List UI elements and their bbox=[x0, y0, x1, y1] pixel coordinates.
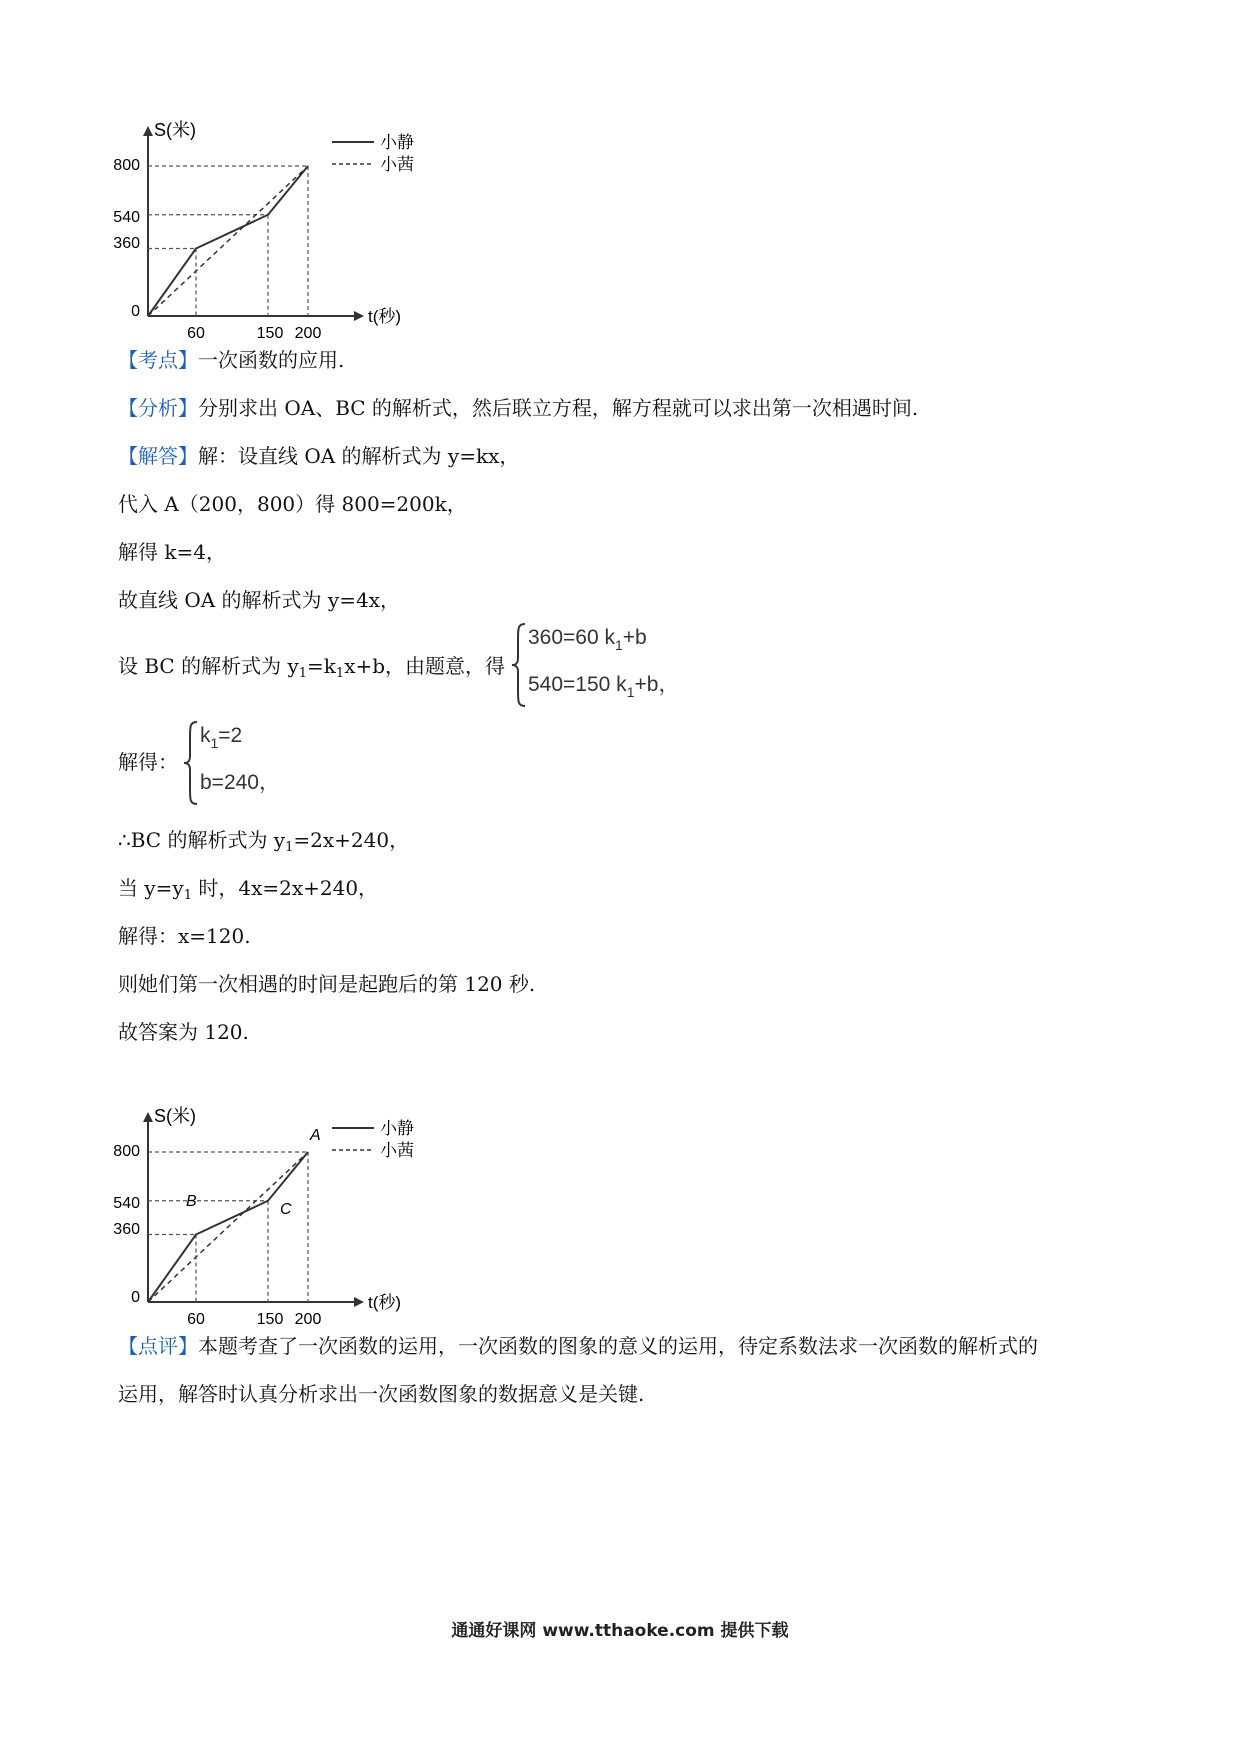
l4-sub: 1 bbox=[335, 666, 345, 681]
graph-2-svg bbox=[112, 1106, 492, 1356]
y-tick-540: 540 bbox=[113, 1195, 140, 1212]
eq-sub: 1 bbox=[615, 637, 623, 653]
y-axis-arrow bbox=[143, 126, 153, 136]
eq-part: +b bbox=[622, 626, 647, 649]
eq-part: +b bbox=[634, 673, 659, 696]
legend-dashed-label: 小茜 bbox=[380, 1141, 414, 1160]
y-tick-0: 0 bbox=[131, 303, 140, 320]
y-tick-800: 800 bbox=[113, 157, 140, 174]
legend-solid-label: 小静 bbox=[380, 1119, 414, 1138]
dianping-text-1: 本题考查了一次函数的运用，一次函数的图象的意义的运用，待定系数法求一次函数的解析式的 bbox=[198, 1334, 1038, 1358]
l7-part: 当 y=y bbox=[118, 876, 184, 900]
equation-system-1 bbox=[510, 620, 680, 710]
l6-part: =2x+240， bbox=[293, 828, 410, 852]
step-line-4 bbox=[118, 656, 505, 680]
step-line-9: 则她们第一次相遇的时间是起跑后的第 120 秒. bbox=[118, 972, 536, 996]
jieda-text: 解：设直线 OA 的解析式为 y=kx， bbox=[198, 444, 520, 468]
page-footer: 通通好课网 www.tthaoke.com 提供下载 bbox=[451, 1621, 789, 1641]
l4-part: x+b，由题意，得 bbox=[344, 654, 506, 678]
x-axis-arrow bbox=[354, 311, 364, 321]
x-tick-60: 60 bbox=[187, 325, 205, 342]
point-label-a: A bbox=[310, 1127, 321, 1144]
fenxi-line bbox=[118, 398, 918, 418]
eq-tail: ， bbox=[658, 673, 680, 696]
y-axis-title: S(米) bbox=[154, 1106, 196, 1126]
dianping-tag: 【点评】 bbox=[118, 1334, 198, 1358]
series-line-xiaoqian bbox=[148, 166, 308, 316]
legend-dashed-label: 小茜 bbox=[380, 155, 414, 174]
step-line-7 bbox=[118, 878, 378, 902]
step-line-10: 故答案为 120. bbox=[118, 1020, 249, 1044]
y-axis-arrow bbox=[143, 1112, 153, 1122]
x-tick-150: 150 bbox=[256, 325, 284, 342]
x-tick-150: 150 bbox=[256, 1311, 284, 1328]
y-tick-360: 360 bbox=[113, 1221, 140, 1238]
dianping-line-1 bbox=[118, 1336, 1038, 1356]
system-2-row-2 bbox=[200, 766, 280, 796]
l7-part: 时，4x=2x+240， bbox=[192, 876, 379, 900]
point-label-b: B bbox=[186, 1193, 197, 1210]
step-line-2: 解得 k=4， bbox=[118, 540, 226, 564]
y-tick-360: 360 bbox=[113, 235, 140, 252]
l4-sub: 1 bbox=[298, 666, 308, 681]
legend-solid-label: 小静 bbox=[380, 133, 414, 152]
x-tick-200: 200 bbox=[294, 325, 322, 342]
equation-system-2 bbox=[182, 718, 302, 808]
l6-part: ∴BC 的解析式为 y bbox=[118, 828, 286, 852]
x-axis-arrow bbox=[354, 1297, 364, 1307]
y-axis-title: S(米) bbox=[154, 120, 196, 140]
eq-sub: 1 bbox=[626, 684, 635, 700]
jieda-line bbox=[118, 446, 519, 466]
brace-icon bbox=[510, 620, 528, 710]
l6-sub: 1 bbox=[285, 840, 294, 855]
x-axis-title: t(秒) bbox=[368, 307, 402, 326]
series-line-xiaoqian bbox=[148, 1152, 308, 1302]
step-line-6 bbox=[118, 830, 409, 854]
eq-part: b=240 bbox=[200, 771, 259, 794]
l4-part: 设 BC 的解析式为 y bbox=[118, 654, 299, 678]
series-lines bbox=[148, 1152, 308, 1302]
eq-sub: 1 bbox=[210, 735, 219, 751]
kaodian-line bbox=[118, 350, 344, 370]
kaodian-tag: 【考点】 bbox=[118, 348, 198, 372]
system-1-row-2 bbox=[528, 668, 679, 700]
y-tick-800: 800 bbox=[113, 1143, 140, 1160]
x-tick-200: 200 bbox=[294, 1311, 322, 1328]
dianping-line-2: 运用，解答时认真分析求出一次函数图象的数据意义是关键. bbox=[118, 1382, 645, 1406]
jieda-tag: 【解答】 bbox=[118, 444, 198, 468]
x-tick-60: 60 bbox=[187, 1311, 205, 1328]
fenxi-text: 分别求出 OA、BC 的解析式，然后联立方程，解方程就可以求出第一次相遇时间. bbox=[198, 396, 919, 420]
eq-part: =2 bbox=[218, 724, 243, 747]
y-tick-540: 540 bbox=[113, 209, 140, 226]
graph-1 bbox=[112, 120, 492, 374]
eq-part: 360=60 k bbox=[528, 626, 615, 649]
system-1-row-1 bbox=[528, 626, 647, 653]
graph-1-svg bbox=[112, 120, 492, 370]
eq-tail: ， bbox=[258, 771, 280, 794]
step-line-1: 代入 A（200，800）得 800=200k， bbox=[118, 492, 467, 516]
point-label-c: C bbox=[280, 1201, 292, 1218]
l4-part: =k bbox=[307, 654, 336, 678]
graph-2 bbox=[112, 1106, 492, 1360]
fenxi-tag: 【分析】 bbox=[118, 396, 198, 420]
step-line-3: 故直线 OA 的解析式为 y=4x， bbox=[118, 588, 400, 612]
step-line-8: 解得：x=120. bbox=[118, 924, 251, 948]
l7-sub: 1 bbox=[183, 888, 192, 903]
step-line-5: 解得： bbox=[118, 750, 178, 774]
series-lines bbox=[148, 166, 308, 316]
kaodian-text: 一次函数的应用. bbox=[198, 348, 345, 372]
x-axis-title: t(秒) bbox=[368, 1293, 402, 1312]
system-2-row-1 bbox=[200, 724, 242, 751]
y-tick-0: 0 bbox=[131, 1289, 140, 1306]
eq-part: k bbox=[200, 724, 211, 747]
brace-icon bbox=[182, 718, 200, 808]
eq-part: 540=150 k bbox=[528, 673, 627, 696]
